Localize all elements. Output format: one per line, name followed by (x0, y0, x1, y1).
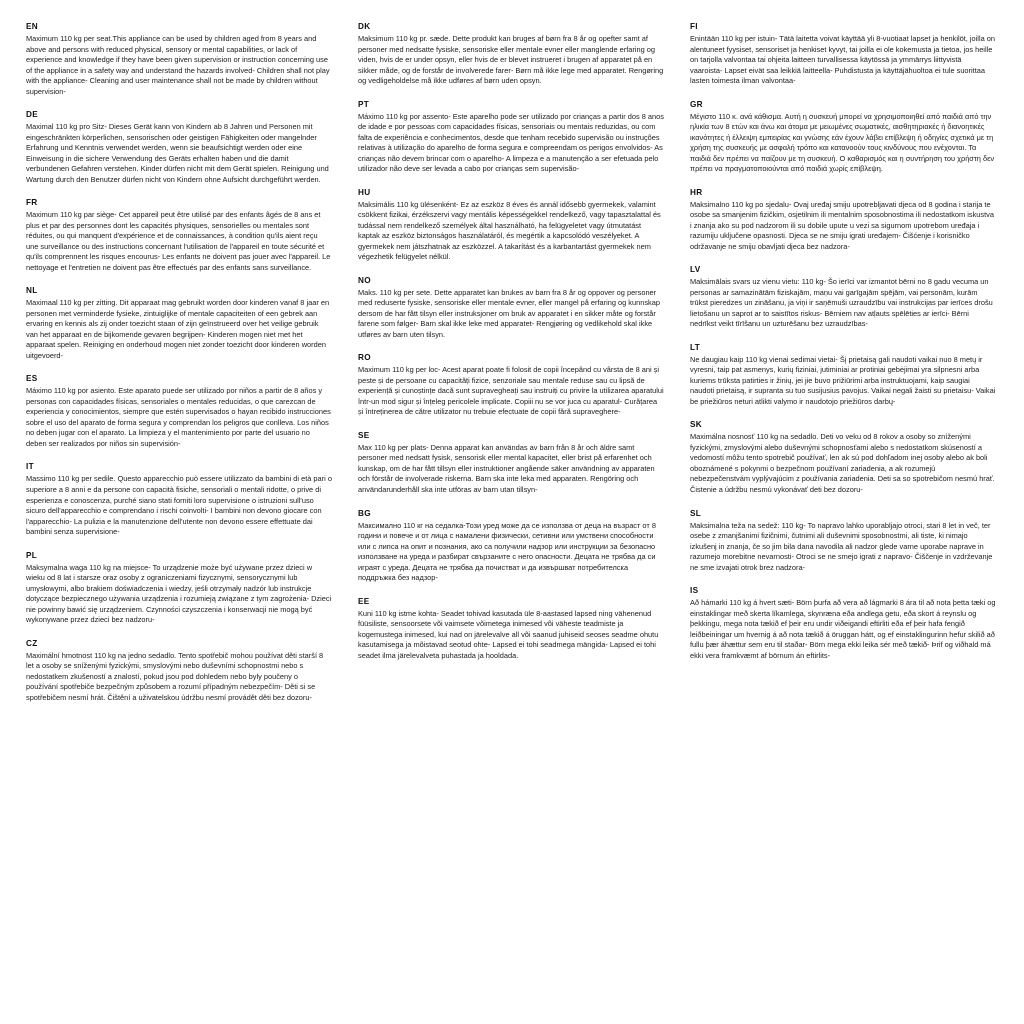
language-code: IT (26, 462, 34, 472)
language-code: BG (358, 508, 371, 518)
language-code: DE (26, 110, 38, 120)
language-code: FI (690, 22, 698, 31)
language-entry-is (690, 586, 996, 661)
language-text: Maksimālais svars uz vienu vietu: 110 kg- Šo ierīci var izmantot bērni no 8 gadu vecuma un personas ar samazinātām fiziskajām, maņu vai garīgajām spējām, vai personām, kurām trūkst pieredzes un zināšanu, ja viņi ir saņēmuši uzraudzību vai instrukcijas par ierīces drošu lietošanu un saprot ar to saistītos riskus- Bērniem nav atļauts spēlēties ar ierīci- Bērni nedrīkst veikt tīrīšanu un uzturēšanu bez uzraudzības- (690, 277, 993, 329)
language-text: Maximum 110 kg par siège- Cet appareil peut être utilisé par des enfants âgés de 8 ans et plus et par des personnes dont les capacités physiques, sensorielles ou mentales sont réduites, ou qui manquent d'expérience et de connaissances, à condition qu'ils aient reçu une surveillance ou des instructions concernant l'utilisation de l'appareil en toute sécurité et qu'ils comprennent les risques encourus- Les enfants ne doivent pas jouer avec l'appareil. Le nettoyage et l'entretien ne doivent pas être effectués par des enfants sans surveillance. (26, 210, 331, 272)
language-text: Maximum 110 kg per seat.This appliance can be used by children aged from 8 years and above and persons with reduced physical, sensory or mental capabilities, or lack of experience and knowledge if they have been given supervision or instruction concerning use of the appliance in a safety way and understand the hazards involved- Children shall not play with the appliance- Cleaning and user maintenance shall not be made by children without supervision- (26, 34, 330, 96)
language-text: Maks. 110 kg per sete. Dette apparatet kan brukes av barn fra 8 år og oppover og personer med reduserte fysiske, sensoriske eller mentale evner, eller mangel på erfaring og kunnskap dersom de har fått tilsyn eller instruksjoner om bruk av apparatet i en sikker måte og forstår farene som følger- Barn skal ikke leke med apparatet- Rengjøring og vedlikehold skal ikke utføres av barn uten tilsyn. (358, 287, 660, 339)
language-code: NO (358, 275, 371, 285)
language-code: IS (690, 586, 699, 596)
language-entry-fi (690, 22, 996, 87)
language-text: Máximo 110 kg por assento- Este aparelho pode ser utilizado por crianças a partir dos 8 anos de idade e por pessoas com capacidades físicas, sensoriais ou mentais reduzidas, ou com falta de experiência e conhecimentos, desde que tenham recebido supervisão ou instruções relativas à utilização do aparelho de forma segura e compreendam os perigos envolvidos- As crianças não devem brincar com o aparelho- A limpeza e a manutenção a ser efetuada pelo utilizador não deve ser levada a cabo por crianças sem supervisão- (358, 111, 664, 174)
language-text: Maksimalno 110 kg po sjedalu- Ovaj uređaj smiju upotrebljavati djeca od 8 godina i starija te osobe sa smanjenim fizičkim, osjetilnim ili mentalnim sposobnostima ili nedostatkom iskustva i znanja ako su pod nadzorom ili su dobile upute u vezi sa sigurnom upotrebom uređaja i razumiju uključene opasnosti. Djeca se ne smiju igrati uređajem- Čišćenje i korisničko održavanje ne smiju obavljati djeca bez nadzora- (690, 199, 994, 251)
language-entry-ro (358, 353, 664, 418)
language-text: Maximálna nosnosť 110 kg na sedadlo. Deti vo veku od 8 rokov a osoby so zníženými fyzickými, zmyslovými alebo duševnými schopnosťami alebo s nedostatkom skúseností a vedomostí môžu tento spotrebič používať, len ak sú pod dohľadom inej osoby alebo ak boli oboznámené s pokynmi o bezpečnom používaní zariadenia, a ak rozumejú nebezpečenstvám vyplývajúcim z používania zariadenia. Deti sa so spotrebičom nesmú hrať. Čistenie a údržbu nesmú vykonávať deti bez dozoru- (690, 432, 995, 494)
language-code: CZ (26, 638, 38, 648)
language-text: Maximaal 110 kg per zitting. Dit apparaat mag gebruikt worden door kinderen vanaf 8 jaar en personen met verminderde fysieke, zintuiglijke of mentale capaciteiten of een gebrek aan ervaring en kennis als zij onder toezicht staan of zijn geïnstrueerd over het veilige gebruik van het apparaat en de bijkomende gevaren begrijpen- Kinderen mogen niet met het apparaat spelen. Reiniging en onderhoud mogen niet zonder toezicht door kinderen worden uitgevoerd- (26, 298, 330, 360)
language-text: Maksimális 110 kg ülésenként- Ez az eszköz 8 éves és annál idősebb gyermekek, valamint csökkent fizikai, érzékszervi vagy mentális képességekkel rendelkező, vagy tapasztalattal és tudással nem rendelkező személyek által használható, ha felügyeletet vagy útmutatást kaptak az eszköz biztonságos használatáról, és megértik a kapcsolódó veszélyeket. A gyermekek nem játszhatnak az eszközzel. A takarítást és a karbantartást gyermekek nem végezhetik felügyelet nélkül. (358, 199, 661, 262)
language-text: Að hámarki 110 kg á hvert sæti- Börn þurfa að vera að lágmarki 8 ára til að nota þetta tæki og einstaklingar með skerta líkamlega, skynræna eða andlega getu, eða skort á reynslu og þekkingu, mega nota tækið ef þeir eru undir viðeigandi eftirliti eða ef þeir hafa fengið leiðbeiningar um hvernig á að nota tækið á öruggan hátt, og ef einstaklingurinn hefur skilið að fullu þær áhættur sem eru til staðar- Börn mega ekki leika sér með tækið- Þrif og viðhald má ekki vera framkvæmt af börnum án eftirlits- (690, 598, 996, 660)
language-entry-ee (358, 597, 664, 662)
language-code: NL (26, 286, 38, 296)
language-column-2 (358, 22, 664, 674)
language-entry-es (26, 374, 332, 449)
language-text: Maximal 110 kg pro Sitz- Dieses Gerät kann von Kindern ab 8 Jahren und Personen mit eingeschränkten körperlichen, sensorischen oder geistigen Fähigkeiten oder mangelnder Erfahrung und Kenntnis verwendet werden, wenn sie beaufsichtigt werden oder eine Einweisung in die sichere Verwendung des Geräts erhalten haben und die damit verbundenen Gefahren verstehen. Kinder dürfen nicht mit dem Gerät spielen. Reinigung und Wartung durch den Benutzer dürfen nicht von Kindern ohne Aufsicht durchgeführt werden. (26, 122, 329, 184)
language-column-3 (690, 22, 996, 674)
language-entry-fr (26, 198, 332, 273)
language-text: Max 110 kg per plats- Denna apparat kan användas av barn från 8 år och äldre samt personer med nedsatt fysisk, sensorisk eller mental kapacitet, eller brist på erfarenhet och kunskap, om de har fått tillsyn eller instruktioner angående säker användning av apparaten och förstår de involverade riskerna. Barn ska inte leka med apparaten. Rengöring och användarunderhåll ska inte utföras av barn utan tillsyn- (358, 442, 655, 494)
language-code: HU (358, 187, 371, 197)
language-code: SL (690, 508, 702, 518)
language-code: GR (690, 99, 703, 109)
language-text: Maximální hmotnost 110 kg na jedno sedadlo. Tento spotřebič mohou používat děti starší 8 let a osoby se sníženými fyzickými, smyslovými nebo duševními schopnostmi nebo s nedostatkem zkušeností a znalostí, pokud jsou pod dohledem nebo byly poučeny o používání spotřebiče bezpečným způsobem a rozumí případným nebezpečím- Děti si se spotřebičem nesmí hrát. Čištění a uživatelskou údržbu nesmí provádět děti bez dozoru- (26, 650, 324, 702)
language-entry-pt (358, 100, 664, 175)
language-code: HR (690, 187, 703, 197)
language-text: Maksymalna waga 110 kg na miejsce- To urządzenie może być używane przez dzieci w wieku od 8 lat i starsze oraz osoby z ograniczeniami fizycznymi, sensorycznymi lub umysłowymi, albo brakiem doświadczenia i wiedzy, jeśli otrzymały nadzór lub instrukcje dotyczące bezpiecznego używania urządzenia i rozumieją związane z tym zagrożenia- Dzieci nie powinny bawić się urządzeniem. Czynności czyszczenia i konserwacji nie mogą być wykonywane przez dzieci bez nadzoru- (26, 562, 332, 625)
language-entry-de (26, 110, 332, 185)
language-code: ES (26, 374, 38, 384)
language-entry-sk (690, 420, 996, 495)
language-code: RO (358, 353, 371, 363)
language-entry-gr (690, 100, 996, 175)
language-code: LT (690, 342, 700, 352)
language-entry-lt (690, 343, 996, 408)
language-code: FR (26, 198, 38, 208)
language-entry-dk (358, 22, 664, 87)
language-code: SK (690, 420, 702, 430)
language-code: PT (358, 99, 370, 109)
language-code: SE (358, 430, 370, 440)
language-entry-it (26, 462, 332, 537)
language-code: PL (26, 550, 38, 560)
language-code: LV (690, 265, 701, 275)
language-code: EE (358, 596, 370, 606)
language-text: Максимално 110 кг на седалка-Този уред може да се използва от деца на възраст от 8 години и повече и от лица с намалени физически, сетивни или умствени способности или с липса на опит и познания, ако са получили надзор или инструкции за безопасно използване на уреда и разбират свързаните с него опасности. Децата не трябва да си играят с уреда. Децата не трябва да почистват и да извършват потребителска поддръжка без надзор- (358, 520, 656, 583)
language-entry-no (358, 276, 664, 341)
language-column-1 (26, 22, 332, 716)
language-text: Maximum 110 kg per loc- Acest aparat poate fi folosit de copii începând cu vârsta de 8 ani și peste și de persoane cu capacități fizice, senzoriale sau mentale reduse sau cu lipsă de experiență și cunoștințe dacă sunt supravegheați sau instruiți cu privire la utilizarea aparatului într-un mod sigur și înțeleg pericolele implicate. Copiii nu se vor juca cu aparatul- Curățarea și întreținerea de către utilizator nu trebuie efectuate de copii fără supraveghere- (358, 365, 664, 417)
language-text: Máximo 110 kg por asiento. Este aparato puede ser utilizado por niños a partir de 8 años y personas con capacidades físicas, sensoriales o mentales reducidas, o que carezcan de experiencia y conocimientos, siempre que estén supervisados o hayan recibido instrucciones sobre el uso del aparato de forma segura y comprendan los peligros que conlleva. Los niños no deben jugar con el aparato. La limpieza y el mantenimiento por parte del usuario no deben ser realizados por niños sin supervisión- (26, 386, 331, 448)
language-entry-cz (26, 639, 332, 704)
language-text: Maksimalna teža na sedež: 110 kg- To napravo lahko uporabljajo otroci, stari 8 let in več, ter osebe z zmanjšanimi fizičnimi, čutnimi ali duševnimi sposobnostmi, ali tiste, ki nimajo izkušenj in znanja, če so jim bila dana navodila ali nadzor glede varne uporabe naprave in razumejo morebitne nevarnosti- Otroci se ne smejo igrati z napravo- Čiščenje in vzdrževanje ne sme izvajati otrok brez nadzora- (690, 520, 993, 572)
column-container (26, 22, 998, 1014)
language-entry-se (358, 431, 664, 496)
language-entry-hr (690, 188, 996, 253)
language-entry-hu (358, 188, 664, 263)
language-text: Maksimum 110 kg pr. sæde. Dette produkt kan bruges af børn fra 8 år og opefter samt af personer med nedsatte fysiske, sensoriske eller mentale evner eller manglende erfaring og viden, hvis de er under opsyn, eller hvis de er blevet instrueret i brugen af apparatet på en sikker måde, og de forstår de involverede farer- Børn må ikke lege med apparatet. Rengøring og vedligeholdelse må ikke udføres af børn uden opsyn. (358, 34, 664, 86)
language-code: DK (358, 22, 371, 31)
language-text: Μέγιστο 110 κ. ανά κάθισμα. Αυτή η συσκευή μπορεί να χρησιμοποιηθεί από παιδιά από την ηλικία των 8 ετών και άνω και άτομα με μειωμένες σωματικές, αισθητηριακές ή διανοητικές ικανότητες ή έλλειψη εμπειρίας και γνώσης εάν έχουν λάβει επίβλεψη ή οδηγίες σχετικά με τη χρήση της συσκευής με ασφαλή τρόπο και κατανοούν τους κινδύνους που ενέχονται. Τα παιδιά δεν πρέπει να παίζουν με τη συσκευή. Ο καθαρισμός και η συντήρηση του χρήστη δεν πρέπει να πραγματοποιούνται από παιδιά χωρίς επίβλεψη. (690, 111, 995, 174)
language-entry-nl (26, 286, 332, 361)
language-entry-pl (26, 551, 332, 626)
language-entry-en (26, 22, 332, 97)
language-text: Kuni 110 kg istme kohta- Seadet tohivad kasutada üle 8-aastased lapsed ning vähenenud füüsiliste, sensoorsete või vaimsete võimetega inimesed või väheste teadmiste ja kogemustega inimesed, kui nad on järelevalve all või saanud juhiseid seoses seadme ohutu kasutamisega ja mõistavad seotud ohte- Lapsed ei tohi seadmega mängida- Lapsed ei tohi seadet ilma järelevalveta puhastada ja hooldada. (358, 608, 659, 660)
language-code: EN (26, 22, 38, 31)
language-text: Massimo 110 kg per sedile. Questo apparecchio può essere utilizzato da bambini di età pari o superiore a 8 anni e da persone con capacità fisiche, sensoriali o mentali ridotte, o prive di esperienza e conoscenza, purché siano stati forniti loro supervisione o istruzioni sull'uso sicuro dell'apparecchio e comprendano i rischi coinvolti- I bambini non devono giocare con l'apparecchio- La pulizia e la manutenzione dell'utente non devono essere effettuate dai bambini senza supervisione- (26, 474, 332, 537)
language-text: Enintään 110 kg per istuin- Tätä laitetta voivat käyttää yli 8-vuotiaat lapset ja henkilöt, joilla on alentuneet fyysiset, sensoriset ja henkiset kyvyt, tai joilla ei ole kokemusta ja tietoa, jos heille on tarjolla valvontaa tai ohjeita laitteen turvallisessa käytössä ja ymmärrys liittyvistä vaaroista- Lapset eivät saa leikkiä laitteella- Puhdistusta ja käyttäjähuoltoa ei tule suorittaa lasten toimesta ilman valvontaa- (690, 34, 995, 86)
language-entry-lv (690, 265, 996, 330)
language-text: Ne daugiau kaip 110 kg vienai sedimai vietai- Šį prietaisą gali naudoti vaikai nuo 8 metų ir vyresni, taip pat asmenys, kurių fiziniai, jutiminiai ar protiniai gebėjimai yra silpnesni arba kuriems trūksta patirties ir žinių, jei jie buvo prižiūrimi arba instruktuojami, kaip saugiai naudoti prietaisą, ir supranta su tuo susijusius pavojus. Vaikai negali žaisti su prietaisu- Vaikai be priežiūros neturi atlikti valymo ir naudotojo priežiūros darbų- (690, 354, 996, 406)
language-entry-bg (358, 509, 664, 584)
language-entry-sl (690, 509, 996, 574)
